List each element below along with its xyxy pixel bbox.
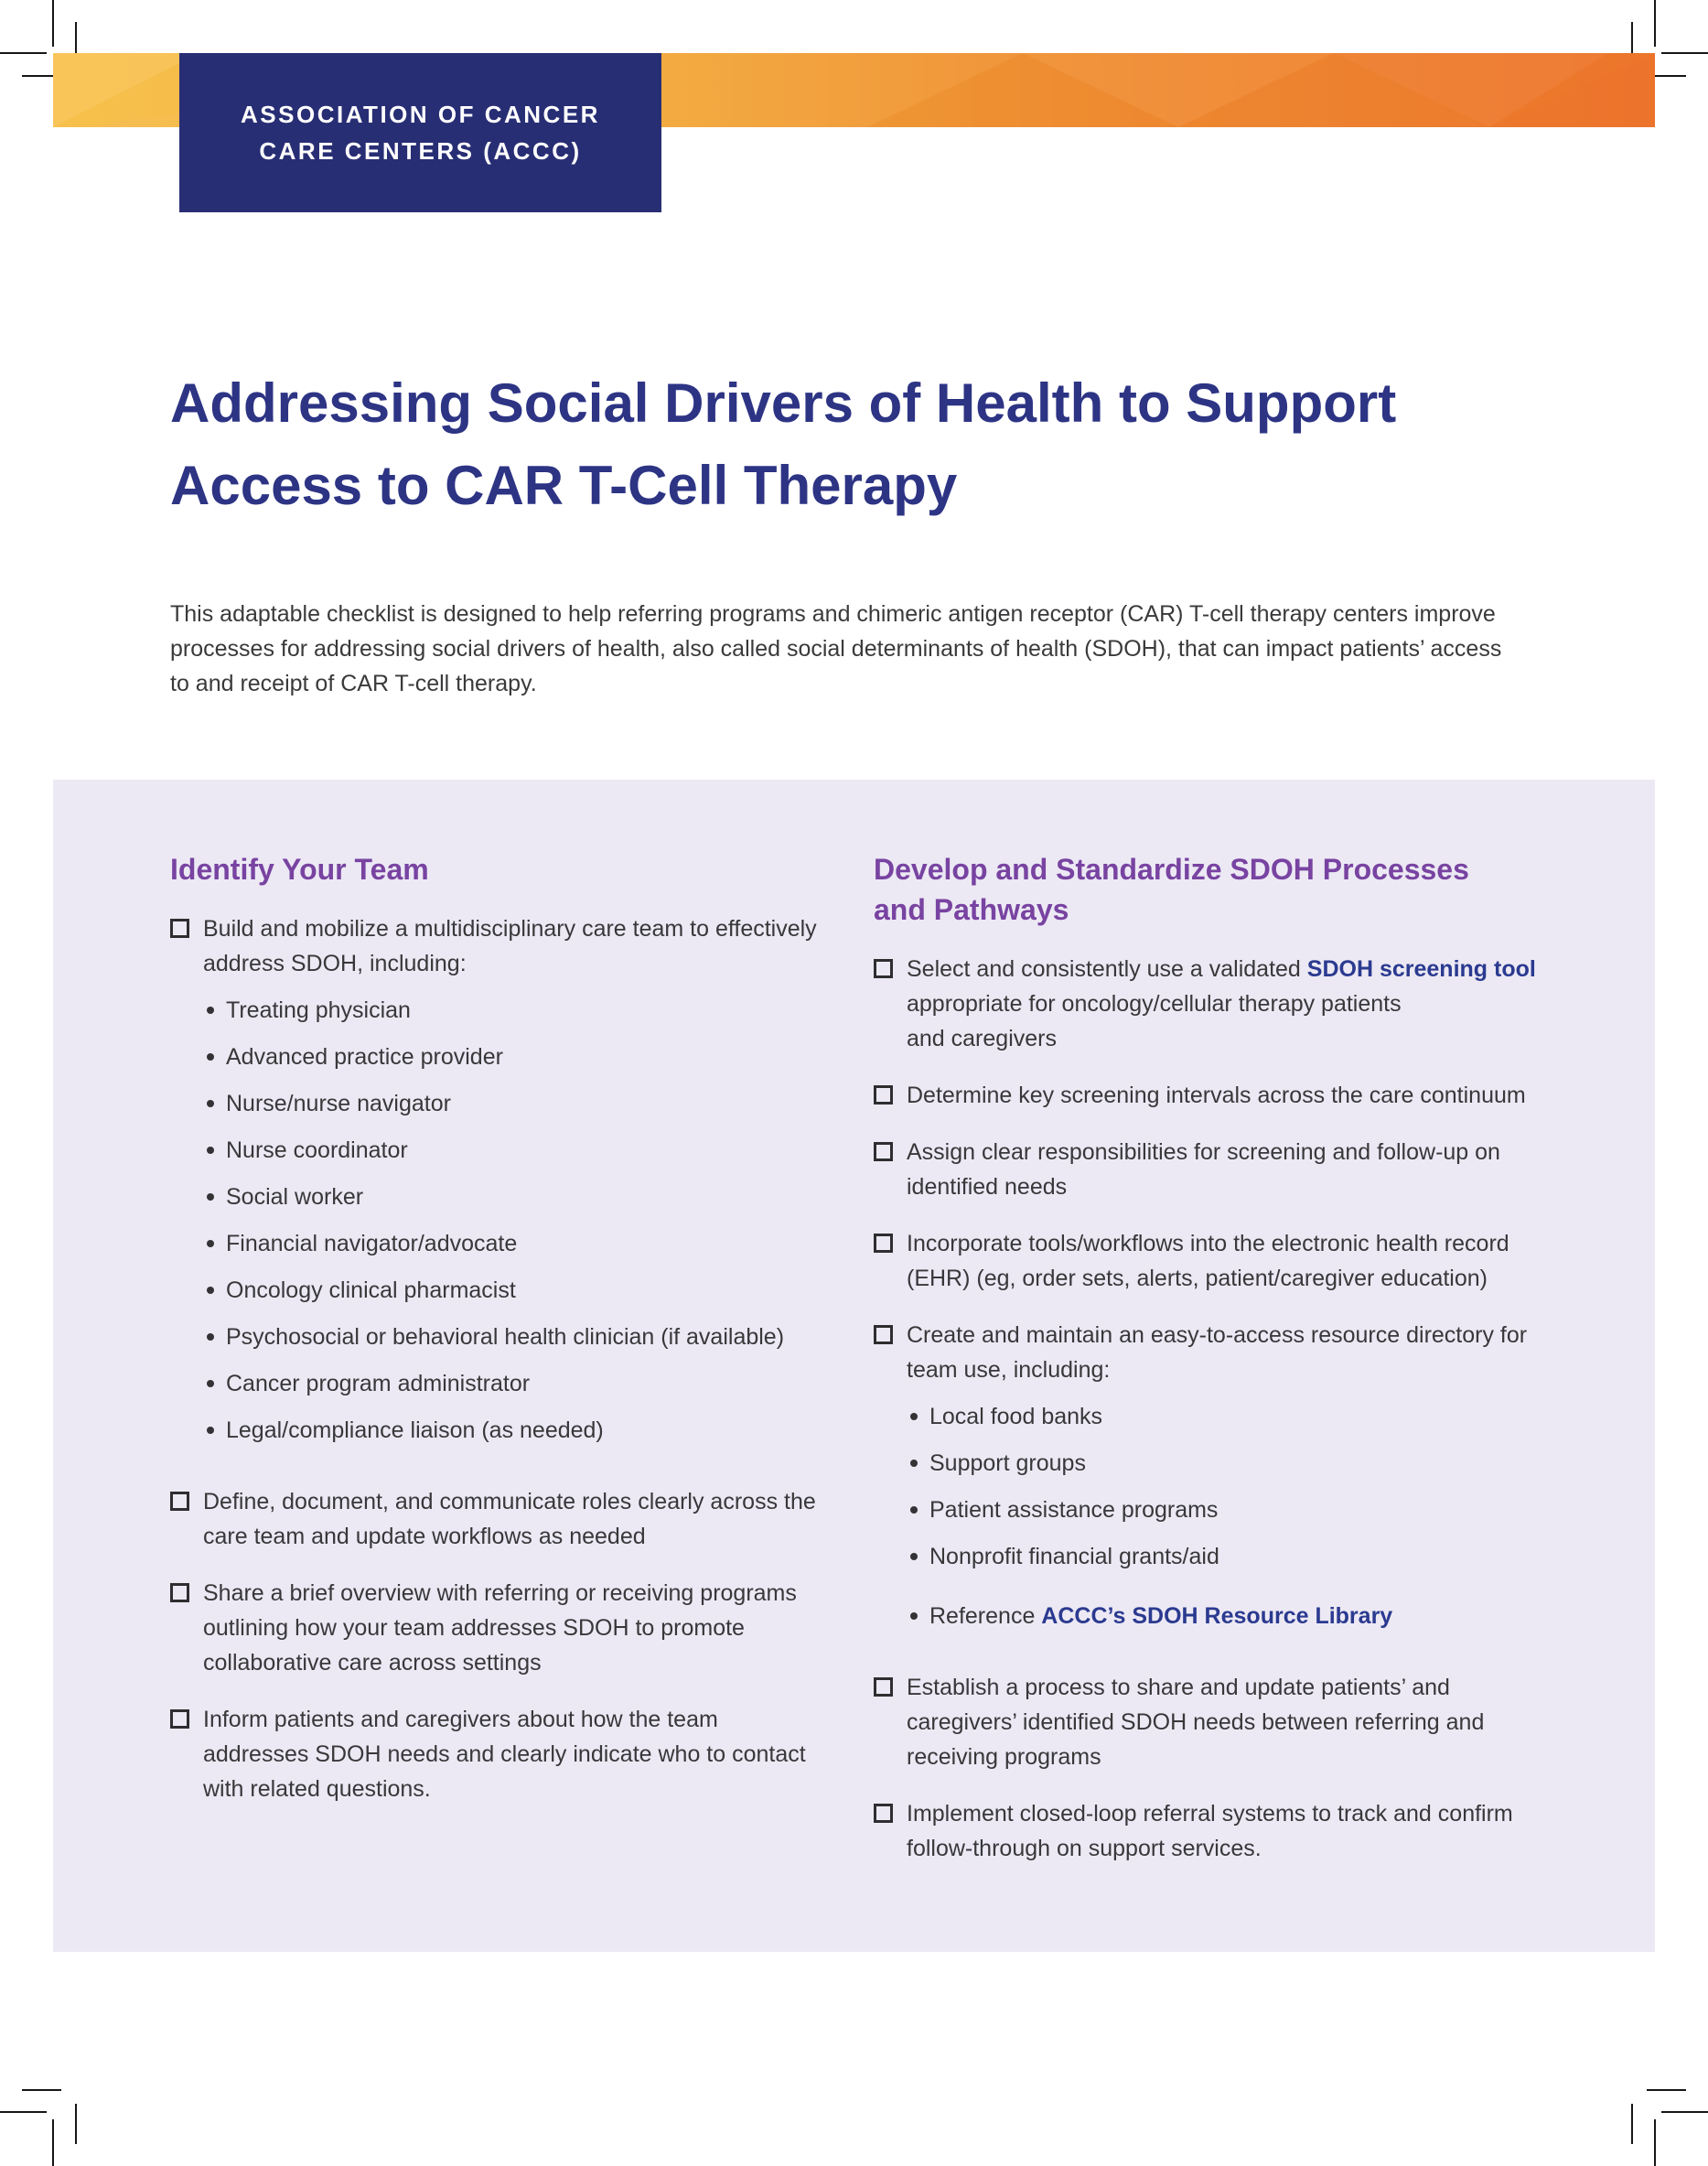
checkbox[interactable] bbox=[874, 1234, 893, 1253]
checklist-item bbox=[874, 1670, 1551, 1774]
text-run: outlining how your team addresses SDOH to promote bbox=[203, 1615, 745, 1641]
checklist-item bbox=[874, 1796, 1551, 1866]
text-run: team use, including: bbox=[907, 1357, 1111, 1383]
bullet-item bbox=[207, 1180, 847, 1214]
page-title-line2: Access to CAR T-Cell Therapy bbox=[170, 455, 958, 516]
checklist-item bbox=[170, 1702, 847, 1806]
text-run: Nonprofit financial grants/aid bbox=[929, 1544, 1219, 1569]
text-run: Patient assistance programs bbox=[929, 1497, 1219, 1523]
text-run: Support groups bbox=[929, 1450, 1086, 1476]
section-heading-identify-team bbox=[170, 849, 847, 889]
bullet-item bbox=[207, 1366, 847, 1401]
text-run: Implement closed-loop referral systems to track and confirm bbox=[907, 1801, 1513, 1827]
text-run: Create and maintain an easy-to-access resource directory for bbox=[907, 1322, 1528, 1348]
checklist-item-text bbox=[203, 1576, 847, 1680]
checklist-item bbox=[874, 1318, 1551, 1387]
bullet-list bbox=[170, 993, 847, 1448]
text-run: with related questions. bbox=[203, 1776, 431, 1802]
section-heading-develop-standardize bbox=[874, 849, 1551, 930]
text-run: Build and mobilize a multidisciplinary care team to effectively bbox=[203, 916, 817, 942]
org-name-line1: ASSOCIATION OF CANCER bbox=[241, 101, 600, 128]
intro-line1: This adaptable checklist is designed to help referring programs and chimeric antigen receptor (CAR) T-cell therapy centers improve bbox=[170, 601, 1496, 627]
text-run: addresses SDOH needs and clearly indicate who to contact bbox=[203, 1741, 806, 1767]
text-run: receiving programs bbox=[907, 1744, 1101, 1770]
org-logo-box bbox=[179, 53, 661, 212]
checklist-item bbox=[874, 1226, 1551, 1296]
checklist-item-text bbox=[907, 1078, 1551, 1113]
bullet-list bbox=[874, 1399, 1551, 1633]
text-run: care team and update workflows as needed bbox=[203, 1524, 646, 1549]
checkbox[interactable] bbox=[874, 1085, 893, 1105]
bullet-item bbox=[207, 1086, 847, 1121]
checkbox[interactable] bbox=[874, 959, 893, 978]
text-run: Legal/compliance liaison (as needed) bbox=[226, 1417, 604, 1443]
text-run: address SDOH, including: bbox=[203, 951, 467, 976]
checklist-item bbox=[874, 1078, 1551, 1113]
text-run: Nurse/nurse navigator bbox=[226, 1091, 451, 1116]
bullet-item bbox=[910, 1399, 1551, 1434]
text-run: Establish a process to share and update patients’ and bbox=[907, 1675, 1450, 1700]
checklist-item bbox=[874, 952, 1551, 1056]
text-run: Determine key screening intervals across the care continuum bbox=[907, 1083, 1526, 1108]
checkbox[interactable] bbox=[874, 1804, 893, 1823]
crop-mark bbox=[1654, 2119, 1656, 2166]
checkbox[interactable] bbox=[874, 1325, 893, 1344]
text-run: Psychosocial or behavioral health clinician (if available) bbox=[226, 1324, 785, 1350]
checklist-item-text bbox=[907, 1670, 1551, 1774]
crop-mark bbox=[1654, 0, 1656, 47]
crop-mark bbox=[52, 0, 54, 47]
bullet-item bbox=[207, 1320, 847, 1354]
checklist-items-right bbox=[874, 952, 1551, 1866]
text-run: Nurse coordinator bbox=[226, 1137, 408, 1163]
checklist-item bbox=[170, 1484, 847, 1554]
checklist-item-text bbox=[907, 1135, 1551, 1204]
column-identify-your-team bbox=[170, 849, 847, 1806]
bullet-item bbox=[910, 1599, 1551, 1633]
page-title-line1: Addressing Social Drivers of Health to Support bbox=[170, 372, 1397, 434]
checklist-item-text bbox=[907, 952, 1551, 1056]
text-run: identified needs bbox=[907, 1174, 1068, 1200]
intro-paragraph bbox=[170, 597, 1501, 701]
intro-line2: processes for addressing social drivers of health, also called social determinants of health (SDOH), that can impact patients’ access bbox=[170, 636, 1502, 662]
section-heading-line: and Pathways bbox=[874, 893, 1069, 926]
text-run: Social worker bbox=[226, 1184, 364, 1210]
crop-mark bbox=[75, 2104, 77, 2144]
bullet-item bbox=[207, 993, 847, 1028]
checkbox[interactable] bbox=[170, 1583, 189, 1602]
crop-mark bbox=[52, 2119, 54, 2166]
checklist-item-text bbox=[907, 1318, 1551, 1387]
checkbox[interactable] bbox=[170, 1492, 189, 1511]
crop-mark bbox=[22, 2089, 61, 2091]
checkbox[interactable] bbox=[874, 1677, 893, 1697]
checklist-item bbox=[874, 1135, 1551, 1204]
section-heading-line: Develop and Standardize SDOH Processes bbox=[874, 853, 1469, 886]
text-run: Incorporate tools/workflows into the electronic health record bbox=[907, 1231, 1509, 1256]
org-name-line2: CARE CENTERS (ACCC) bbox=[259, 137, 582, 165]
section-heading-line: Identify Your Team bbox=[170, 853, 429, 886]
crop-mark bbox=[1661, 52, 1708, 54]
crop-mark bbox=[1631, 2104, 1633, 2144]
crop-mark bbox=[1647, 2089, 1686, 2091]
text-run: Share a brief overview with referring or receiving programs bbox=[203, 1580, 797, 1606]
checkbox[interactable] bbox=[170, 1709, 189, 1729]
intro-line3: to and receipt of CAR T-cell therapy. bbox=[170, 671, 537, 696]
checklist-item bbox=[170, 1576, 847, 1680]
checkbox[interactable] bbox=[874, 1142, 893, 1161]
bullet-item bbox=[207, 1226, 847, 1261]
text-run: follow-through on support services. bbox=[907, 1836, 1262, 1861]
bullet-item bbox=[207, 1133, 847, 1168]
column-develop-standardize bbox=[874, 849, 1551, 1866]
text-run: Reference bbox=[929, 1603, 1042, 1629]
text-run: Select and consistently use a validated bbox=[907, 956, 1307, 982]
inline-link[interactable]: ACCC’s SDOH Resource Library bbox=[1041, 1603, 1393, 1629]
bullet-item bbox=[207, 1273, 847, 1308]
text-run: caregivers’ identified SDOH needs between referring and bbox=[907, 1709, 1485, 1735]
bullet-item bbox=[910, 1446, 1551, 1481]
checklist-item bbox=[170, 911, 847, 981]
bullet-item bbox=[207, 1040, 847, 1074]
checklist-item-text bbox=[907, 1796, 1551, 1866]
checkbox[interactable] bbox=[170, 919, 189, 938]
text-run: Inform patients and caregivers about how the team bbox=[203, 1707, 718, 1732]
checklist-panel bbox=[53, 780, 1655, 1952]
bullet-item bbox=[910, 1539, 1551, 1574]
text-run: Oncology clinical pharmacist bbox=[226, 1277, 516, 1303]
text-run: Define, document, and communicate roles clearly across the bbox=[203, 1489, 816, 1514]
checklist-item-text bbox=[907, 1226, 1551, 1296]
inline-link[interactable]: SDOH screening tool bbox=[1306, 956, 1536, 982]
checklist-item-text bbox=[203, 911, 847, 981]
checklist-item-text bbox=[203, 1484, 847, 1554]
text-run: Assign clear responsibilities for screening and follow-up on bbox=[907, 1139, 1500, 1165]
text-run: appropriate for oncology/cellular therapy patients bbox=[907, 991, 1402, 1017]
text-run: Financial navigator/advocate bbox=[226, 1231, 518, 1256]
text-run: Cancer program administrator bbox=[226, 1371, 531, 1396]
crop-mark bbox=[1661, 2111, 1708, 2113]
bullet-item bbox=[910, 1492, 1551, 1527]
text-run: (EHR) (eg, order sets, alerts, patient/caregiver education) bbox=[907, 1266, 1488, 1291]
page-title bbox=[170, 362, 1396, 527]
checklist-items-left bbox=[170, 911, 847, 1806]
crop-mark bbox=[0, 52, 47, 54]
crop-mark bbox=[0, 2111, 47, 2113]
text-run: Advanced practice provider bbox=[226, 1044, 503, 1070]
text-run: collaborative care across settings bbox=[203, 1650, 542, 1676]
text-run: Local food banks bbox=[929, 1404, 1103, 1429]
text-run: and caregivers bbox=[907, 1026, 1057, 1051]
bullet-item bbox=[207, 1413, 847, 1448]
checklist-item-text bbox=[203, 1702, 847, 1806]
text-run: Treating physician bbox=[226, 997, 411, 1023]
